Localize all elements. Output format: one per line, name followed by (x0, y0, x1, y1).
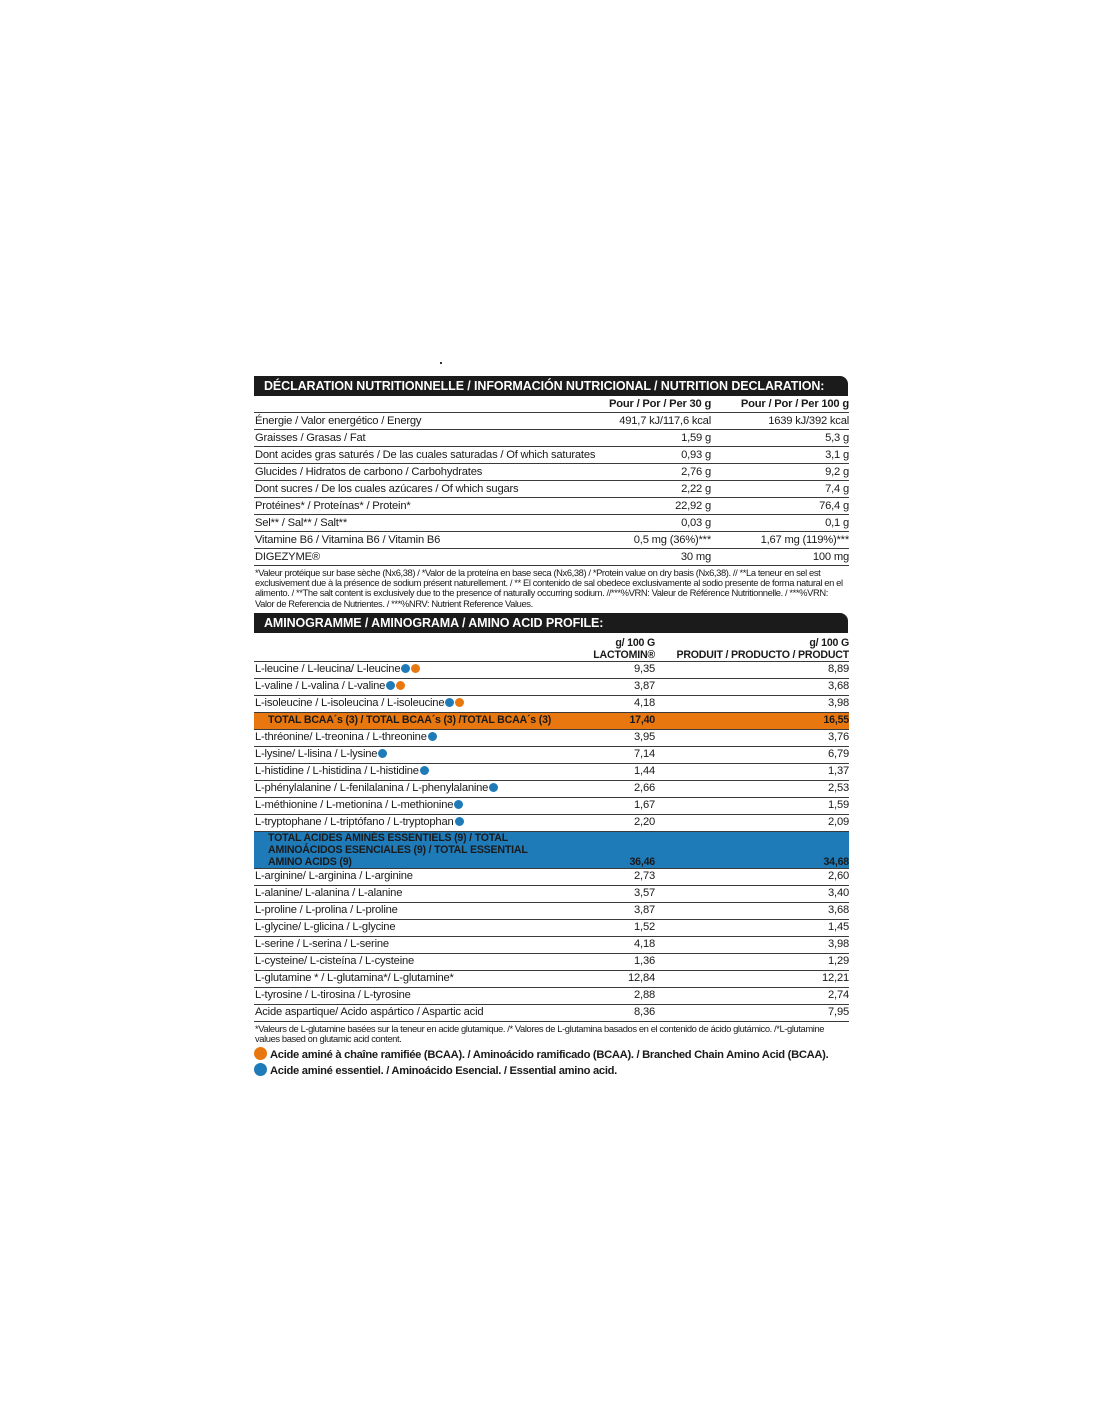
amino-label-cell (254, 780, 555, 797)
value-product: 3,76 (655, 729, 849, 746)
legend-essential-text: Acide aminé essentiel. / Aminoácido Esencial. / Essential amino acid. (270, 1065, 617, 1078)
nutrient-label: Glucides / Hidratos de carbono / Carbohydrates (254, 464, 609, 481)
value-lactomin: 8,36 (555, 1004, 655, 1021)
amino-label-cell (254, 712, 555, 729)
amino-header-row (254, 633, 849, 662)
essential-dot-icon (378, 749, 387, 758)
value-product: 3,40 (655, 885, 849, 902)
nutrient-label: Sel** / Sal** / Salt** (254, 515, 609, 532)
nutrition-footnote: *Valeur protéique sur base sèche (Nx6,38) / *Valor de la proteína en base seca (Nx6,38) / *Protein value on dry basis (Nx6,38). // **La teneur en sel est exclusivement due à la présence de sodium présent naturellement. / ** El contenido de sal obedece exclusivamente al sodio presente de forma natural en el alimento. / **The salt content is exclusively due to the presence of naturally occurring sodium. //***%VRN: Valeur de Référence Nutritionnelle. / ***%VRN: Valor de Referencia de Nutrientes. / ***%NRV: Nutrient Reference Values. (255, 567, 843, 609)
amino-label-cell (254, 885, 555, 902)
nutrition-table (254, 396, 849, 566)
amino-label: L-thréonine/ L-treonina / L-threonine (255, 731, 427, 744)
value-per-30g: 0,5 mg (36%)*** (609, 532, 711, 549)
amino-label: L-phénylalanine / L-fenilalanina / L-phenylalanine (255, 782, 489, 795)
nutrient-label: Dont sucres / De los cuales azúcares / Of which sugars (254, 481, 609, 498)
amino-row (254, 780, 849, 797)
amino-row (254, 868, 849, 885)
value-per-100g: 9,2 g (711, 464, 849, 481)
nutrition-row (254, 532, 849, 549)
amino-footnote: *Valeurs de L-glutamine basées sur la teneur en acide glutamique. /* Valores de L-glutamina basados en el contenido de ácido glutámico. /*L-glutamine values based on glutamic acid content. (255, 1022, 825, 1045)
amino-label: L-tryptophane / L-triptófano / L-tryptophan (255, 816, 454, 829)
value-product: 2,74 (655, 987, 849, 1004)
value-per-30g: 491,7 kJ/117,6 kcal (609, 413, 711, 430)
value-lactomin: 2,88 (555, 987, 655, 1004)
value-product: 1,59 (655, 797, 849, 814)
amino-label: L-tyrosine / L-tirosina / L-tyrosine (255, 989, 411, 1002)
value-product: 2,53 (655, 780, 849, 797)
orange-dot-icon (254, 1047, 267, 1060)
nutrition-row (254, 498, 849, 515)
value-product: 3,68 (655, 902, 849, 919)
col-per-30g: Pour / Por / Per 30 g (609, 396, 711, 413)
value-per-100g: 1639 kJ/392 kcal (711, 413, 849, 430)
legend (254, 1047, 848, 1079)
amino-label: L-lysine/ L-lisina / L-lysine (255, 748, 378, 761)
nutrition-row (254, 447, 849, 464)
amino-label-cell (254, 661, 555, 678)
col-lactomin (555, 633, 655, 662)
value-per-100g: 7,4 g (711, 481, 849, 498)
value-lactomin: 4,18 (555, 695, 655, 712)
bar-blue (254, 831, 849, 868)
amino-row (254, 746, 849, 763)
value-product: 7,95 (655, 1004, 849, 1021)
value-lactomin: 2,73 (555, 868, 655, 885)
nutrient-label: Graisses / Grasas / Fat (254, 430, 609, 447)
amino-label-cell (254, 970, 555, 987)
essential-dot-icon (445, 698, 454, 707)
essential-dot-icon (401, 664, 410, 673)
value-product: 8,89 (655, 661, 849, 678)
value-per-30g: 2,76 g (609, 464, 711, 481)
amino-label: L-glycine/ L-glicina / L-glycine (255, 921, 396, 934)
value-product: 2,60 (655, 868, 849, 885)
value-per-100g: 0,1 g (711, 515, 849, 532)
value-product: 3,98 (655, 695, 849, 712)
amino-label: L-cysteine/ L-cisteína / L-cysteine (255, 955, 415, 968)
bcaa-dot-icon (396, 681, 405, 690)
value-product: 1,29 (655, 953, 849, 970)
amino-label: TOTAL ACIDES AMINÉS ESSENTIELS (9) / TOTAL AMINOÁCIDOS ESENCIALES (9) / TOTAL ESSENTIAL AMINO ACIDS (9) (268, 831, 528, 868)
amino-label-cell (254, 797, 555, 814)
amino-row (254, 885, 849, 902)
essential-dot-icon (420, 766, 429, 775)
bar-orange (254, 712, 849, 729)
legend-essential (254, 1063, 848, 1079)
value-product: 16,55 (655, 712, 849, 729)
legend-bcaa (254, 1047, 848, 1063)
nutrient-label: Vitamine B6 / Vitamina B6 / Vitamin B6 (254, 532, 609, 549)
value-lactomin: 3,95 (555, 729, 655, 746)
value-lactomin: 3,57 (555, 885, 655, 902)
col-lactomin-line1: g/ 100 G (615, 636, 655, 649)
blue-dot-icon (254, 1063, 267, 1076)
essential-dot-icon (454, 800, 463, 809)
nutrient-label: Énergie / Valor energético / Energy (254, 413, 609, 430)
amino-label: Acide aspartique/ Acido aspártico / Aspartic acid (255, 1006, 484, 1019)
nutrient-label: DIGEZYME® (254, 549, 609, 566)
amino-label: L-alanine/ L-alanina / L-alanine (255, 887, 403, 900)
value-lactomin: 1,44 (555, 763, 655, 780)
amino-row (254, 987, 849, 1004)
value-lactomin: 7,14 (555, 746, 655, 763)
amino-row (254, 1004, 849, 1021)
amino-label-cell (254, 902, 555, 919)
amino-row (254, 763, 849, 780)
value-per-100g: 76,4 g (711, 498, 849, 515)
nutrition-header-blank (254, 396, 609, 413)
value-lactomin: 17,40 (555, 712, 655, 729)
value-per-100g: 5,3 g (711, 430, 849, 447)
value-product: 3,98 (655, 936, 849, 953)
nutrient-label: Dont acides gras saturés / De las cuales saturadas / Of which saturates (254, 447, 609, 464)
nutrition-row (254, 515, 849, 532)
amino-label-cell (254, 1004, 555, 1021)
amino-table (254, 633, 849, 1022)
value-per-30g: 22,92 g (609, 498, 711, 515)
bcaa-dot-icon (411, 664, 420, 673)
amino-row (254, 661, 849, 678)
amino-label-cell (254, 868, 555, 885)
amino-label-cell (254, 729, 555, 746)
amino-label: L-arginine/ L-arginina / L-arginine (255, 870, 413, 883)
essential-dot-icon (489, 783, 498, 792)
nutrition-row (254, 549, 849, 566)
col-product-line2: PRODUIT / PRODUCTO / PRODUCT (676, 648, 849, 661)
value-lactomin: 12,84 (555, 970, 655, 987)
amino-label-cell (254, 746, 555, 763)
nutrition-label (254, 376, 848, 1079)
amino-label: L-histidine / L-histidina / L-histidine (255, 765, 419, 778)
col-product (655, 633, 849, 662)
value-per-30g: 0,93 g (609, 447, 711, 464)
value-product: 12,21 (655, 970, 849, 987)
value-lactomin: 2,20 (555, 814, 655, 831)
value-per-100g: 1,67 mg (119%)*** (711, 532, 849, 549)
nutrition-row (254, 413, 849, 430)
value-per-100g: 3,1 g (711, 447, 849, 464)
amino-row (254, 919, 849, 936)
col-product-line1: g/ 100 G (809, 636, 849, 649)
value-product: 1,37 (655, 763, 849, 780)
value-product: 2,09 (655, 814, 849, 831)
value-lactomin: 4,18 (555, 936, 655, 953)
amino-label: L-leucine / L-leucina/ L-leucine (255, 663, 401, 676)
value-product: 6,79 (655, 746, 849, 763)
essential-dot-icon (386, 681, 395, 690)
amino-label: L-glutamine * / L-glutamina*/ L-glutamine* (255, 972, 454, 985)
bcaa-dot-icon (455, 698, 464, 707)
amino-label: TOTAL BCAA´s (3) / TOTAL BCAA´s (3) /TOTAL BCAA´s (3) (268, 714, 552, 727)
nutrient-label: Protéines* / Proteínas* / Protein* (254, 498, 609, 515)
legend-bcaa-text: Acide aminé à chaîne ramifiée (BCAA). / Aminoácido ramificado (BCAA). / Branched Chain Amino Acid (BCAA). (270, 1049, 829, 1062)
col-per-100g: Pour / Por / Per 100 g (711, 396, 849, 413)
amino-row (254, 970, 849, 987)
amino-row (254, 729, 849, 746)
value-per-30g: 2,22 g (609, 481, 711, 498)
value-lactomin: 1,67 (555, 797, 655, 814)
nutrition-header-row (254, 396, 849, 413)
essential-dot-icon (455, 817, 464, 826)
nutrition-row (254, 464, 849, 481)
amino-label-cell (254, 953, 555, 970)
value-lactomin: 9,35 (555, 661, 655, 678)
nutrition-row (254, 481, 849, 498)
value-per-100g: 100 mg (711, 549, 849, 566)
value-per-30g: 0,03 g (609, 515, 711, 532)
amino-label-cell (254, 814, 555, 831)
col-lactomin-line2: LACTOMIN® (593, 648, 655, 661)
value-product: 34,68 (655, 831, 849, 868)
value-lactomin: 36,46 (555, 831, 655, 868)
amino-row (254, 902, 849, 919)
nutrition-declaration-title: DÉCLARATION NUTRITIONNELLE / INFORMACIÓN NUTRICIONAL / NUTRITION DECLARATION: (254, 376, 848, 396)
amino-row (254, 695, 849, 712)
amino-row (254, 814, 849, 831)
stray-dot (440, 362, 442, 364)
amino-label: L-méthionine / L-metionina / L-methionine (255, 799, 454, 812)
value-lactomin: 1,36 (555, 953, 655, 970)
amino-profile-title: AMINOGRAMME / AMINOGRAMA / AMINO ACID PROFILE: (254, 613, 848, 633)
amino-label: L-proline / L-prolina / L-proline (255, 904, 398, 917)
amino-label: L-isoleucine / L-isoleucina / L-isoleucine (255, 697, 445, 710)
amino-label-cell (254, 987, 555, 1004)
amino-label-cell (254, 763, 555, 780)
amino-header-blank (254, 633, 555, 662)
amino-label-cell (254, 936, 555, 953)
amino-label-cell (254, 919, 555, 936)
amino-label-cell (254, 831, 555, 868)
amino-row (254, 797, 849, 814)
amino-label: L-serine / L-serina / L-serine (255, 938, 389, 951)
value-product: 3,68 (655, 678, 849, 695)
amino-label: L-valine / L-valina / L-valine (255, 680, 386, 693)
value-product: 1,45 (655, 919, 849, 936)
amino-label-cell (254, 678, 555, 695)
value-lactomin: 1,52 (555, 919, 655, 936)
amino-row (254, 953, 849, 970)
nutrition-row (254, 430, 849, 447)
amino-label-cell (254, 695, 555, 712)
value-lactomin: 3,87 (555, 678, 655, 695)
value-per-30g: 1,59 g (609, 430, 711, 447)
value-per-30g: 30 mg (609, 549, 711, 566)
essential-dot-icon (428, 732, 437, 741)
value-lactomin: 3,87 (555, 902, 655, 919)
value-lactomin: 2,66 (555, 780, 655, 797)
amino-row (254, 936, 849, 953)
amino-row (254, 678, 849, 695)
